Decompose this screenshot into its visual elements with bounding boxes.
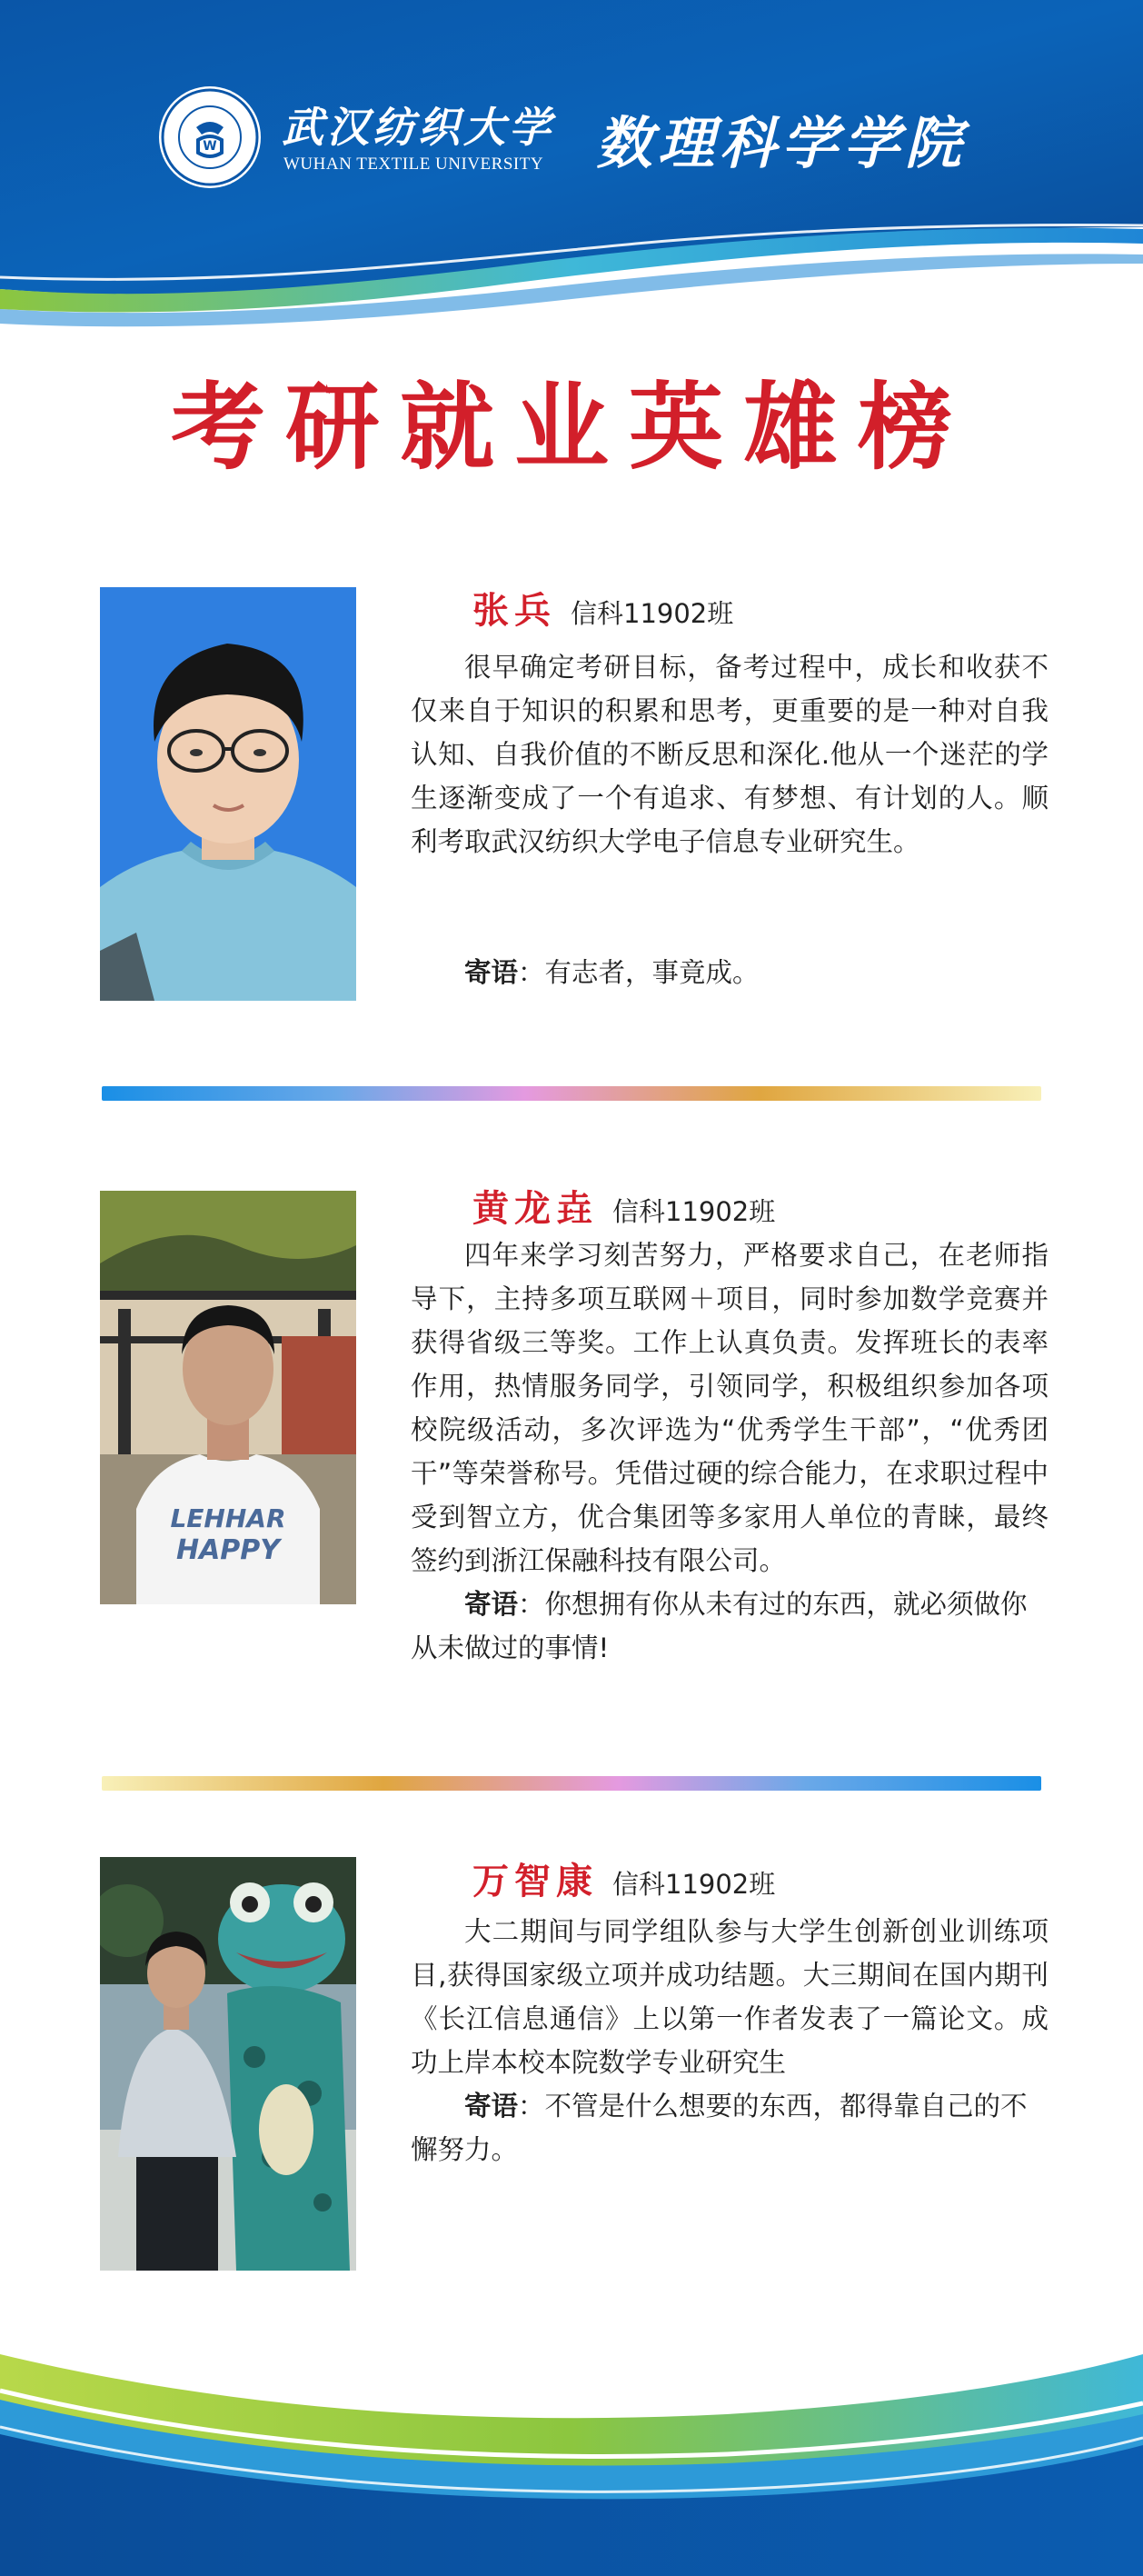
shirt-text-line-1: LEHHAR	[170, 1503, 286, 1533]
motto-separator: ：	[518, 2091, 545, 2122]
university-name-cn: 武汉纺织大学	[282, 103, 554, 152]
shirt-text-line-2: HAPPY	[175, 1534, 281, 1566]
profile-name: 张兵	[472, 589, 556, 632]
profile-bio: 四年来学习刻苦努力，严格要求自己，在老师指导下，主持多项互联网＋项目，同时参加数学竞赛并获得省级三等奖。工作上认真负责。发挥班长的表率作用，热情服务同学，引领同学，积极组织参加各项校院级活动，多次评选为“优秀学生干部”，“优秀团干”等荣誉称号。凭借过硬的综合能力，在求职过程中受到智立方，优合集团等多家用人单位的青睐，最终签约到浙江保融科技有限公司。	[411, 1240, 1049, 1576]
profile-class: 信科11902班	[612, 1196, 776, 1227]
college-name: 数理科学学院	[596, 110, 968, 176]
profile-photo-huang-longyao	[100, 1191, 356, 1604]
motto-label: 寄语	[464, 957, 519, 988]
section-divider	[102, 1776, 1041, 1791]
profile-photo-zhang-bing	[100, 587, 356, 1001]
profile-name-line	[472, 584, 733, 638]
profile-motto	[411, 951, 1049, 994]
profile-name: 黄龙垚	[472, 1187, 598, 1230]
profile-bio: 大二期间与同学组队参与大学生创新创业训练项目,获得国家级立项并成功结题。大三期间在国内期刊《长江信息通信》上以第一作者发表了一篇论文。成功上岸本校本院数学专业研究生	[411, 1916, 1049, 2078]
motto-separator: ：	[518, 957, 545, 988]
section-divider	[102, 1086, 1041, 1101]
header-banner	[0, 0, 1143, 345]
profile-name-line	[472, 1182, 775, 1236]
profile-motto	[411, 2084, 1049, 2172]
motto-label: 寄语	[464, 2091, 519, 2122]
footer-background	[0, 2327, 1143, 2576]
page-title: 考研就业英雄榜	[170, 371, 972, 483]
motto-label: 寄语	[464, 1589, 519, 1620]
motto-text: 有志者，事竟成。	[544, 957, 760, 988]
profile-bio: 很早确定考研目标，备考过程中，成长和收获不仅来自于知识的积累和思考，更重要的是一种对自我认知、自我价值的不断反思和深化.他从一个迷茫的学生逐渐变成了一个有追求、有梦想、有计划的人。顺利考取武汉纺织大学电子信息专业研究生。	[411, 652, 1049, 857]
profile-class: 信科11902班	[571, 598, 734, 629]
motto-text: 你想拥有你从未有过的东西，就必须做你从未做过的事情!	[411, 1589, 1028, 1663]
university-name-en: WUHAN TEXTILE UNIVERSITY	[283, 155, 544, 174]
footer-banner	[0, 2327, 1143, 2576]
profile-class: 信科11902班	[612, 1869, 776, 1900]
profile-motto	[411, 1583, 1049, 1670]
svg-text:W: W	[203, 139, 217, 154]
motto-text: 不管是什么想要的东西，都得靠自己的不懈努力。	[411, 2091, 1028, 2165]
profile-photo-wan-zhikang	[100, 1857, 356, 2271]
motto-separator: ：	[518, 1589, 545, 1620]
profile-name: 万智康	[472, 1860, 598, 1902]
university-logo	[156, 84, 263, 191]
profile-name-line	[472, 1854, 775, 1909]
